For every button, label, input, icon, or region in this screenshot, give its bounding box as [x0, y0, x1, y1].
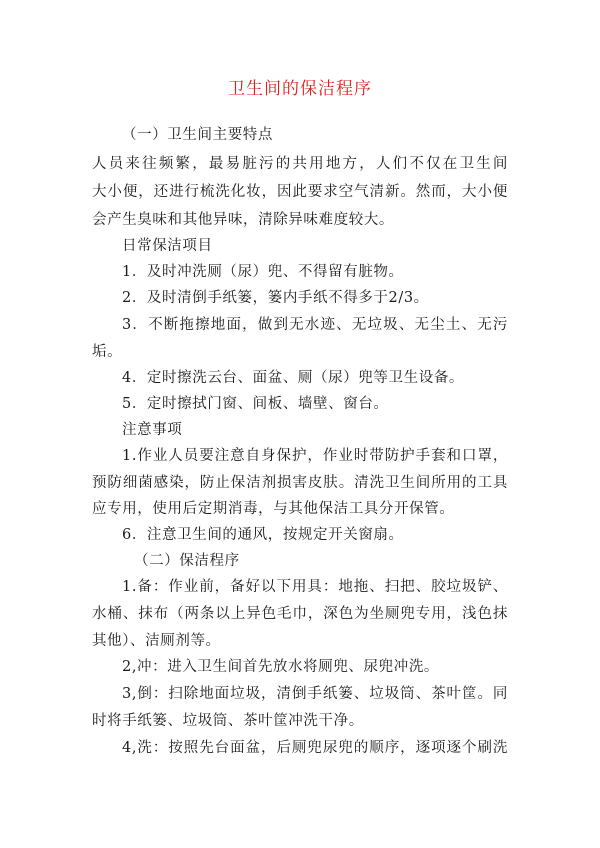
paragraph-line: 其他）、洁厕剂等。 — [92, 633, 221, 649]
list-item: 4．定时擦洗云台、面盆、厕（尿）兜等卫生设备。 — [122, 370, 465, 386]
paragraph-line: 预防细菌感染，防止保洁剂损害皮肤。清洗卫生间所用的工具 — [92, 475, 508, 491]
list-item: 2．及时清倒手纸篓，篓内手纸不得多于2/3。 — [122, 290, 429, 306]
paragraph-line: 应专用，使用后定期消毒，与其他保洁工具分开保管。 — [92, 501, 455, 517]
list-item: 5．定时擦拭门窗、间板、墙壁、窗台。 — [122, 396, 389, 412]
list-item: 1.作业人员要注意自身保护，作业时带防护手套和口罩， — [122, 448, 508, 464]
list-item: 3,倒：扫除地面垃圾，清倒手纸篓、垃圾筒、茶叶筐。同 — [122, 686, 508, 702]
list-item: 4,洗：按照先台面盆，后厕兜尿兜的顺序，逐项逐个刷洗 — [122, 740, 508, 756]
section-heading-procedure: （二）保洁程序 — [134, 553, 240, 569]
paragraph-line: 人员来往频繁，最易脏污的共用地方，人们不仅在卫生间 — [92, 156, 508, 172]
paragraph-line: 会产生臭味和其他异味，清除异味难度较大。 — [92, 212, 394, 228]
document-title: 卫生间的保洁程序 — [228, 79, 372, 99]
subheading-notes: 注意事项 — [122, 422, 183, 438]
paragraph-line: 时将手纸篓、垃圾筒、茶叶筐冲洗干净。 — [92, 713, 364, 729]
list-item: 3．不断拖擦地面，做到无水迹、无垃圾、无尘土、无污 — [122, 317, 508, 333]
subheading-daily-items: 日常保洁项目 — [122, 238, 213, 254]
list-item-continuation: 垢。 — [92, 344, 123, 360]
paragraph-line: 大小便，还进行梳洗化妆，因此要求空气清新。然而，大小便 — [92, 184, 508, 200]
list-item: 1.备：作业前，备好以下用具：地拖、扫把、胶垃圾铲、 — [122, 579, 508, 595]
section-heading-features: （一）卫生间主要特点 — [122, 127, 273, 143]
paragraph-line: 水桶、抹布（两条以上异色毛巾，深色为坐厕兜专用，浅色抹 — [92, 606, 508, 622]
list-item: 1．及时冲洗厕（尿）兜、不得留有脏物。 — [122, 264, 404, 280]
list-item: 6．注意卫生间的通风，按规定开关窗扇。 — [122, 527, 404, 543]
list-item: 2,冲：进入卫生间首先放水将厕兜、尿兜冲洗。 — [122, 659, 440, 675]
